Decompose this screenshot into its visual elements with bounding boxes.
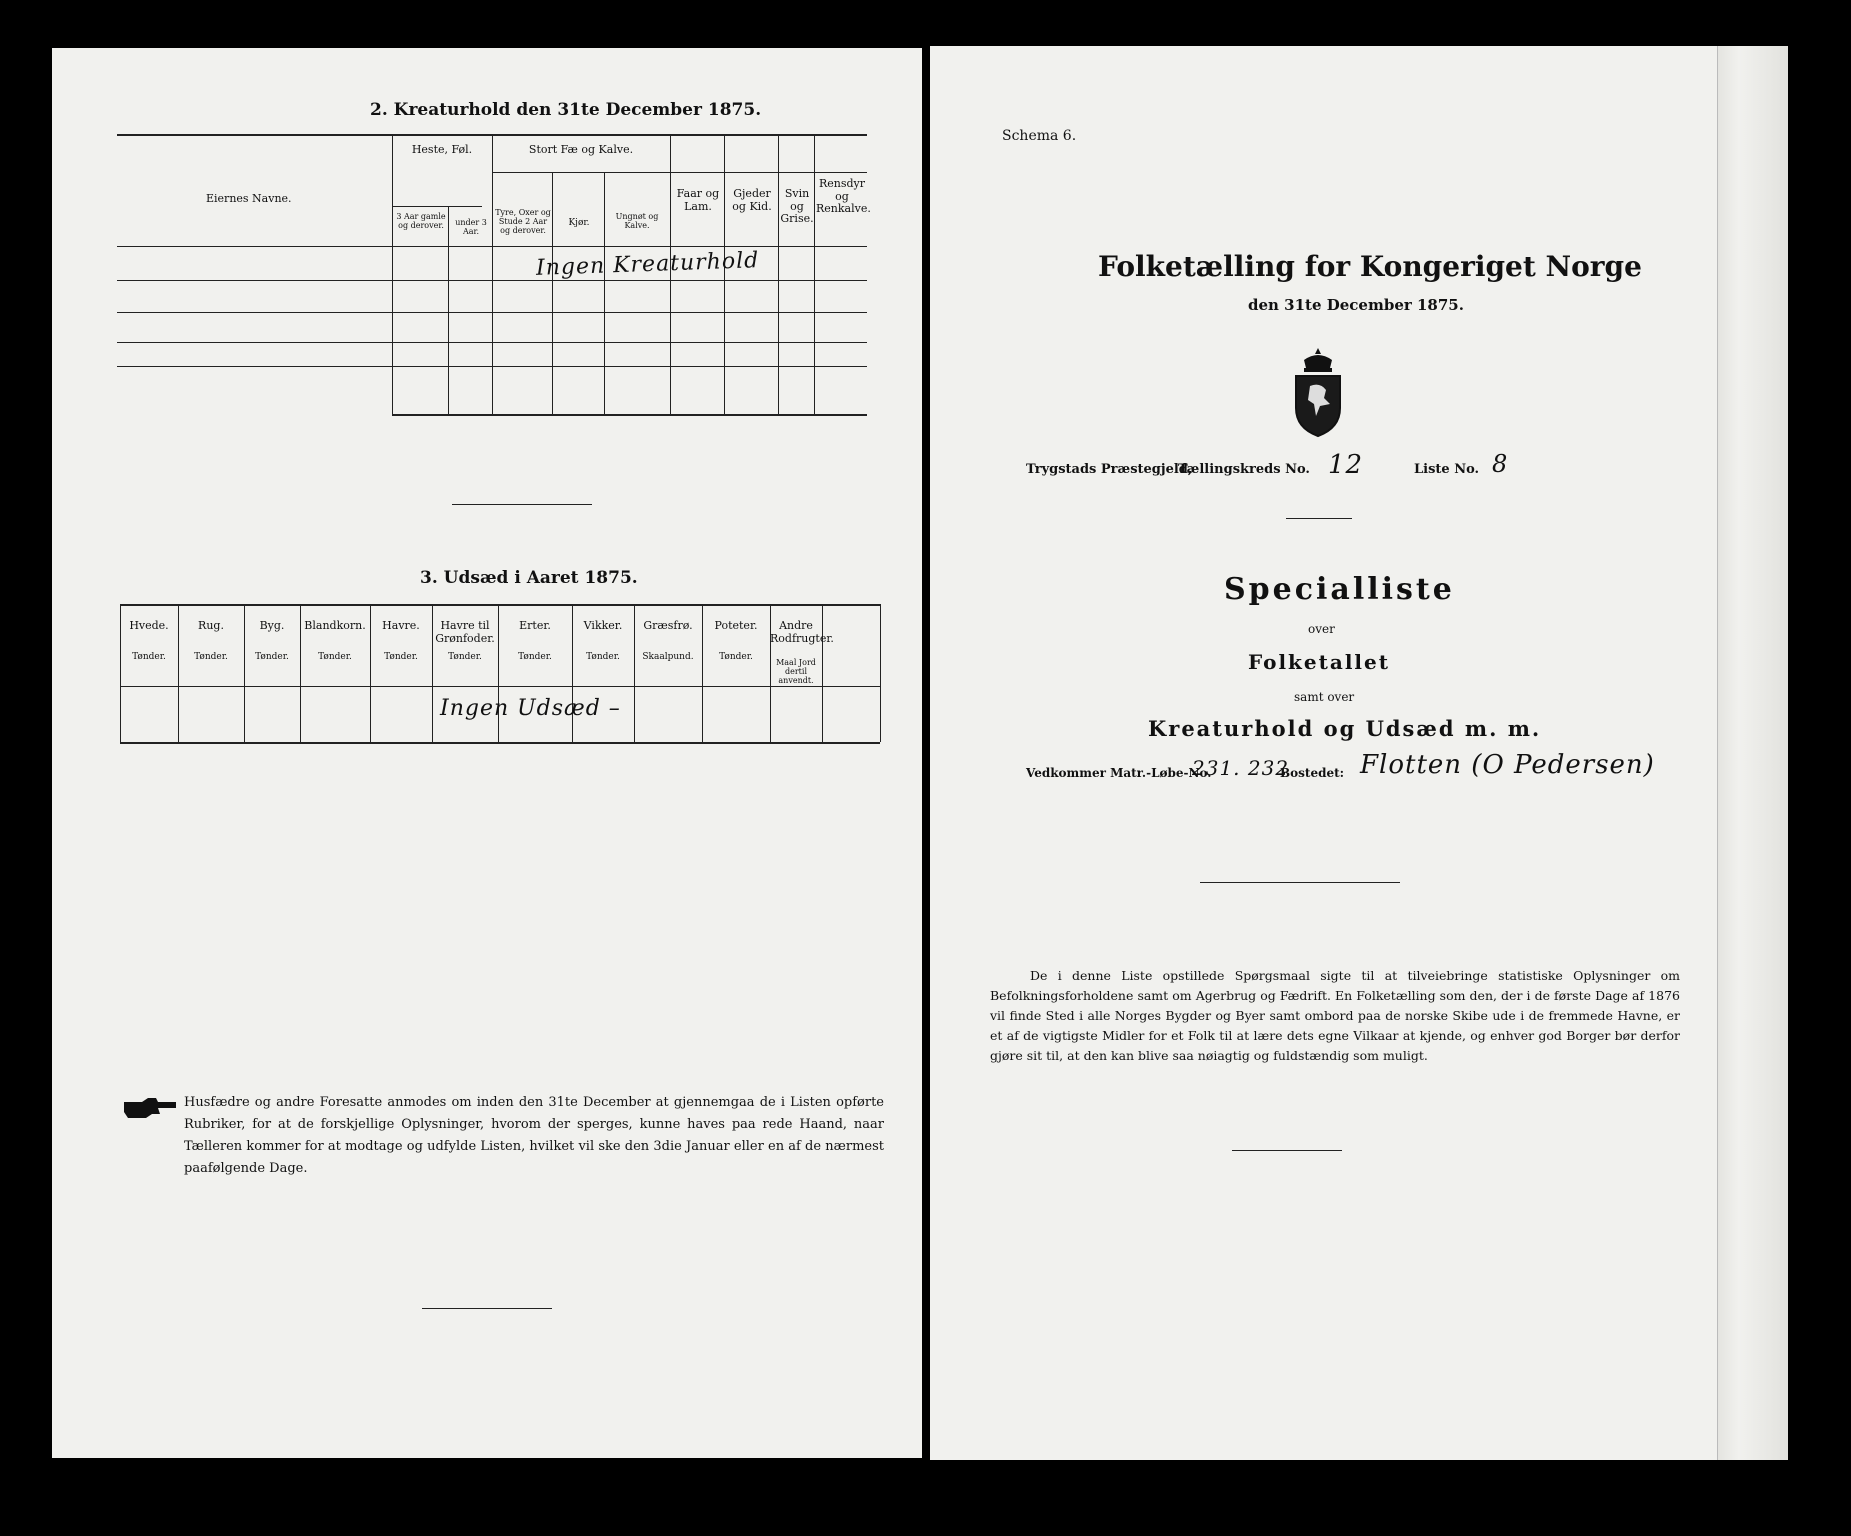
folketallet-label: Folketallet [1248, 650, 1390, 674]
col-faar: Faar og Lam. [676, 187, 720, 213]
seed-col-name: Havre til Grønfoder. [435, 619, 495, 645]
livestock-handwritten-entry: Ingen Kreaturhold [535, 248, 760, 281]
info-paragraph: De i denne Liste opstillede Spørgsmaal sigte til at tilveiebringe statistiske Oplysninger om Befolkningsforholdene samt om Agerbrug og Fædrift. En Folketælling som den, der i de første Dage af 1876 vil finde Sted i alle Norges Bygder og Byer samt ombord paa de norske Skibe ude i de fremmede Havne, er et af de vigtigste Midler for et Folk til at lære dets egne Vilkaar at kjende, og enhver god Borger bør derfor gjøre sit til, at den kan blive saa nøiagtig og fuldstændig som muligt. [990, 968, 1680, 1063]
left-bottom-rule [422, 1308, 552, 1309]
seed-col-name: Rug. [198, 619, 224, 632]
district-number: 12 [1328, 450, 1364, 480]
seed-col-name: Byg. [259, 619, 285, 632]
col-tyre: Tyre, Oxer og Stude 2 Aar og derover. [495, 208, 551, 236]
heste-group-header: Heste, Føl. [411, 143, 473, 156]
seed-col-unit: Tønder. [719, 652, 753, 662]
matr-label: Vedkommer Matr.-Løbe-No. [1026, 766, 1212, 780]
seed-col-unit: Tønder. [518, 652, 552, 662]
col-gjeder: Gjeder og Kid. [732, 187, 772, 213]
seed-col-name: Græsfrø. [643, 619, 693, 632]
over-label: over [1308, 622, 1335, 636]
col-rensdyr: Rensdyr og Renkalve. [816, 177, 871, 216]
census-title: Folketælling for Kongeriget Norge [1098, 250, 1642, 283]
left-page [52, 48, 922, 1458]
seed-col-unit: Tønder. [448, 652, 482, 662]
col-ungnot: Ungnøt og Kalve. [615, 212, 659, 231]
kreaturhold-label: Kreaturhold og Udsæd m. m. [1148, 716, 1542, 741]
parish-name: Trygstads Præstegjeld, [1026, 462, 1193, 477]
seed-col-unit: Tønder. [132, 652, 166, 662]
schema-label: Schema 6. [1002, 128, 1077, 144]
seed-col-name: Erter. [519, 619, 551, 632]
pointing-hand-icon [122, 1096, 178, 1120]
seed-col-unit: Maal Jord dertil anvendt. [776, 658, 816, 686]
matr-number: 231. 232 [1192, 756, 1290, 780]
seed-col-unit: Tønder. [255, 652, 289, 662]
seed-col-unit: Tønder. [194, 652, 228, 662]
owner-col-header: Eiernes Navne. [206, 192, 292, 205]
stort-fae-group-header: Stort Fæ og Kalve. [528, 143, 634, 156]
district-label: Tællingskreds No. [1178, 462, 1310, 477]
list-label: Liste No. [1414, 462, 1480, 477]
bosted-label: Bostedet: [1280, 766, 1345, 780]
seed-col-name: Hvede. [129, 619, 169, 632]
seed-col-unit: Tønder. [384, 652, 418, 662]
col-heste-3aar: 3 Aar gamle og derover. [396, 212, 446, 231]
list-number: 8 [1492, 450, 1509, 478]
livestock-bottom-rule [392, 414, 867, 416]
col-heste-under: under 3 Aar. [455, 218, 487, 237]
seed-col-name: Andre Rodfrugter. [770, 619, 834, 645]
samt-over-label: samt over [1294, 690, 1355, 704]
seed-title: 3. Udsæd i Aaret 1875. [420, 568, 638, 588]
bosted-value: Flotten (O Pedersen) [1360, 750, 1655, 780]
seed-col-unit: Tønder. [318, 652, 352, 662]
col-kjor: Kjør. [568, 218, 590, 228]
seed-col-unit: Skaalpund. [642, 652, 694, 662]
seed-col-name: Poteter. [714, 619, 758, 632]
seed-col-name: Havre. [382, 619, 420, 632]
specialliste-heading: Specialliste [1224, 572, 1455, 607]
notice-text: Husfædre og andre Foresatte anmodes om inden den 31te December at gjennemgaa de i Listen opførte Rubriker, for at de forskjellige Oplysninger, hvorom der sperges, kunne haves paa rede Haand, naar Tælleren kommer for at modtage og udfylde Listen, hvilket vil ske den 3die Januar eller en af de nærmest paafølgende Dage. [184, 1095, 884, 1176]
seed-col-name: Vikker. [583, 619, 623, 632]
livestock-title: 2. Kreaturhold den 31te December 1875. [370, 100, 762, 120]
right-page [930, 46, 1788, 1460]
norway-coat-of-arms-icon [1286, 346, 1350, 438]
census-date: den 31te December 1875. [1248, 296, 1464, 314]
col-svin: Svin og Grise. [780, 187, 814, 226]
section-divider [452, 504, 592, 505]
seed-handwritten-entry: Ingen Udsæd – [440, 696, 621, 721]
seed-col-unit: Tønder. [586, 652, 620, 662]
seed-col-name: Blandkorn. [304, 619, 366, 632]
page-edge [1717, 46, 1788, 1460]
